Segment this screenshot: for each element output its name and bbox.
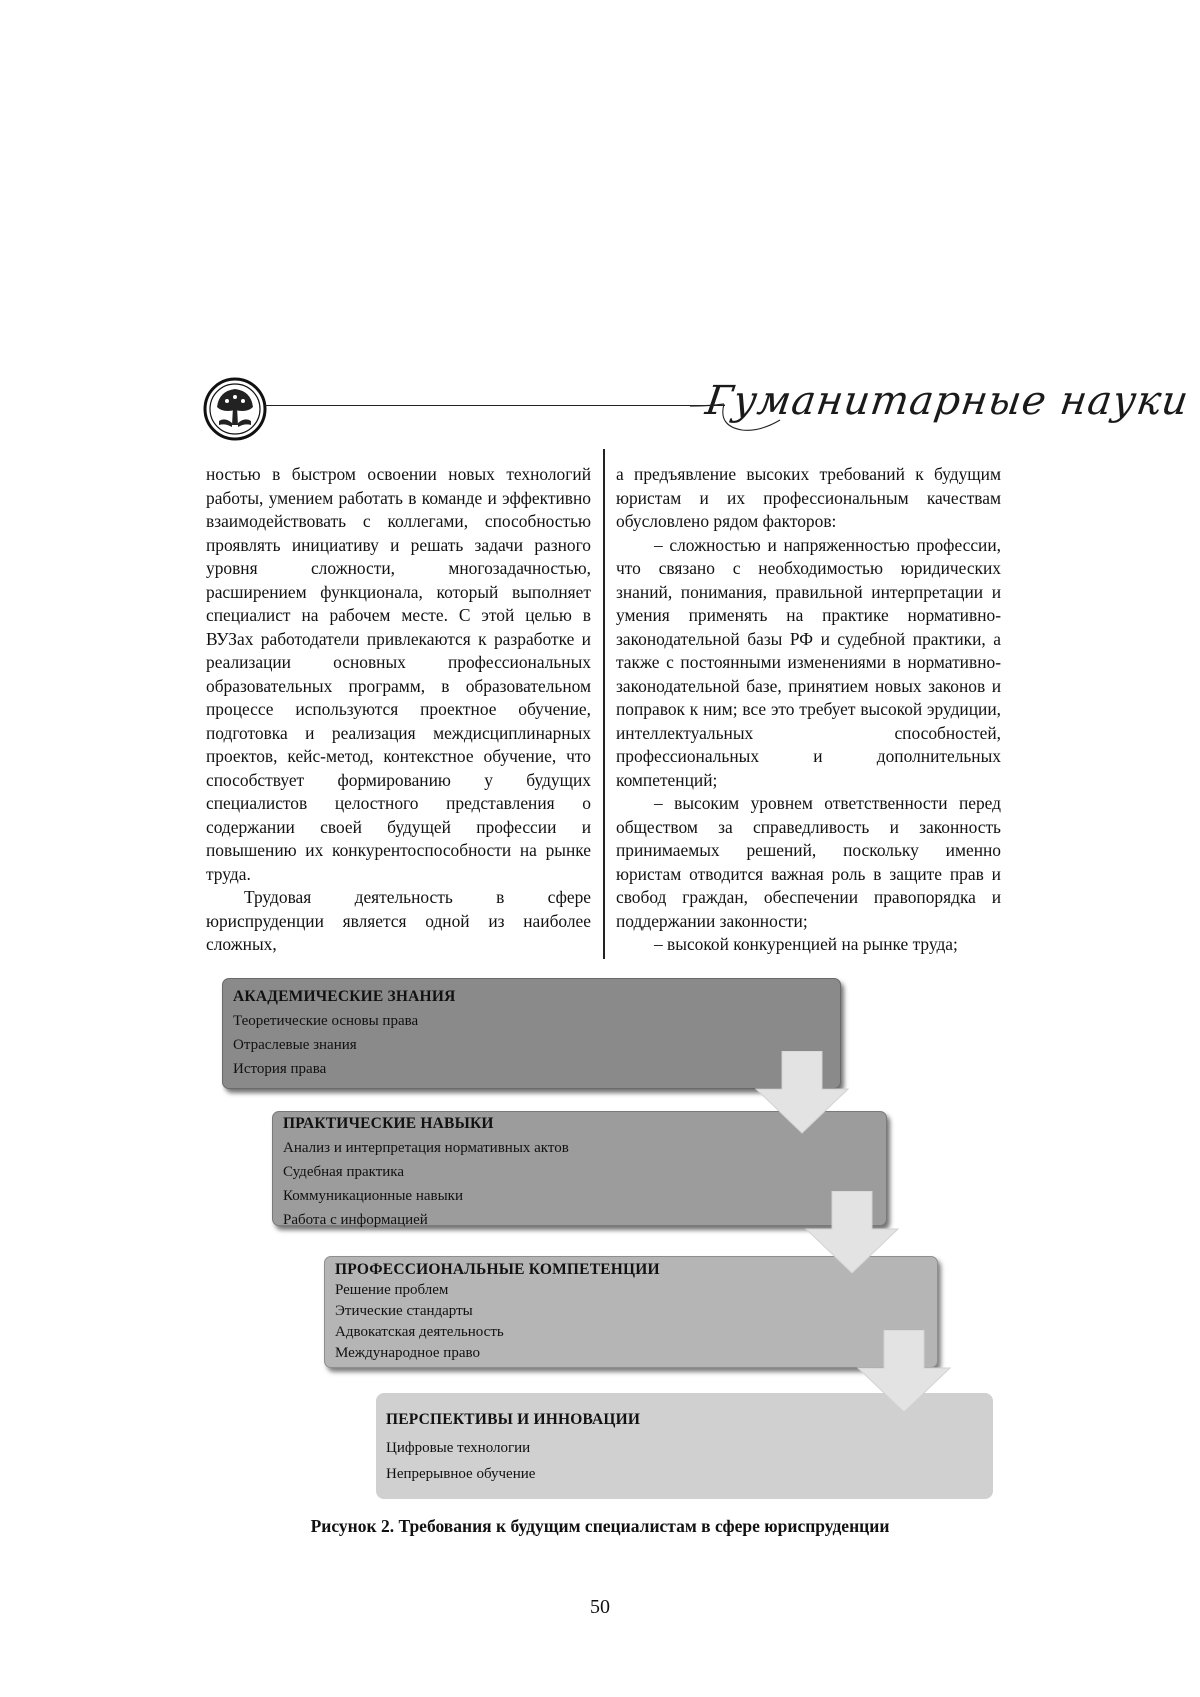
box-item: Анализ и интерпретация нормативных актов — [283, 1140, 569, 1156]
right-paragraph-1: а предъявление высоких требований к будущим юристам и их профессиональным качествам обусловлено рядом факторов: — [616, 464, 1001, 531]
right-paragraph-2: – сложностью и напряженностью профессии, что связано с необходимостью юридических знаний, понимания, правильной интерпретации и умения применять на практике нормативно-законодательной базы РФ и судебной практики, а также с постоянными изменениями в нормативно-законодательной базе, принятием новых законов и поправок к ним; все это требует высокой эрудиции, интеллектуальных способностей, профессиональных и дополнительных компетенций; — [616, 534, 1001, 790]
header-rule — [265, 405, 725, 406]
figure-caption: Рисунок 2. Требования к будущим специалистам в сфере юриспруденции — [310, 1516, 890, 1536]
section-title: Гуманитарные науки — [702, 378, 1192, 424]
left-paragraph-1: ностью в быстром освоении новых технологий работы, умением работать в команде и эффективно взаимодействовать с коллегами, способностью проявлять инициативу и решать задачи разного уровня сложности, многозадачностью, расширением функционала, который выполняет специалист на рабочем месте. С этой целью в ВУЗах работодатели привлекаются к разработке и реализации основных профессиональных образовательных программ, в образовательном процессе используются проектное обучение, подготовка и реализация междисциплинарных проектов, кейс-метод, контекстное обучение, что способствует формированию у будущих специалистов целостного представления о содержании своей будущей профессии и повышению их конкурентоспособности на рынке труда. — [206, 464, 591, 884]
academic-knowledge-box — [222, 978, 841, 1089]
box-item: Коммуникационные навыки — [283, 1188, 463, 1204]
page-number: 50 — [590, 1596, 610, 1618]
box-item: Решение проблем — [335, 1282, 449, 1298]
down-arrow-icon — [752, 1051, 852, 1135]
box-title: ПЕРСПЕКТИВЫ И ИННОВАЦИИ — [386, 1411, 641, 1428]
box-item: Международное право — [335, 1345, 480, 1361]
box-title: АКАДЕМИЧЕСКИЕ ЗНАНИЯ — [233, 988, 456, 1005]
box-title: ПРОФЕССИОНАЛЬНЫЕ КОМПЕТЕНЦИИ — [335, 1261, 660, 1278]
box-item: История права — [233, 1061, 327, 1077]
box-item: Работа с информацией — [283, 1212, 428, 1228]
column-divider — [603, 449, 605, 959]
down-arrow-icon — [854, 1330, 954, 1414]
down-arrow-icon — [802, 1191, 902, 1275]
box-item: Отраслевые знания — [233, 1037, 357, 1053]
right-paragraph-3: – высоким уровнем ответственности перед обществом за справедливость и законность принимаемых решений, поскольку именно юристам отводится важная роль в защите прав и свобод граждан, обеспечении правопорядка и поддержании законности; — [616, 793, 1001, 931]
left-paragraph-2: Трудовая деятельность в сфере юриспруденции является одной из наиболее сложных, — [206, 887, 591, 954]
box-item: Судебная практика — [283, 1164, 405, 1180]
box-item: Теоретические основы права — [233, 1013, 419, 1029]
title-swash-ornament — [690, 380, 1030, 440]
right-text-column — [616, 463, 1001, 957]
box-item: Непрерывное обучение — [386, 1466, 536, 1482]
right-paragraph-4: – высокой конкуренцией на рынке труда; — [654, 934, 958, 954]
box-title: ПРАКТИЧЕСКИЕ НАВЫКИ — [283, 1115, 494, 1132]
box-item: Адвокатская деятельность — [335, 1324, 504, 1340]
left-text-column — [206, 463, 591, 957]
tree-emblem-icon — [203, 377, 267, 441]
box-item: Этические стандарты — [335, 1303, 473, 1319]
box-item: Цифровые технологии — [386, 1440, 531, 1456]
